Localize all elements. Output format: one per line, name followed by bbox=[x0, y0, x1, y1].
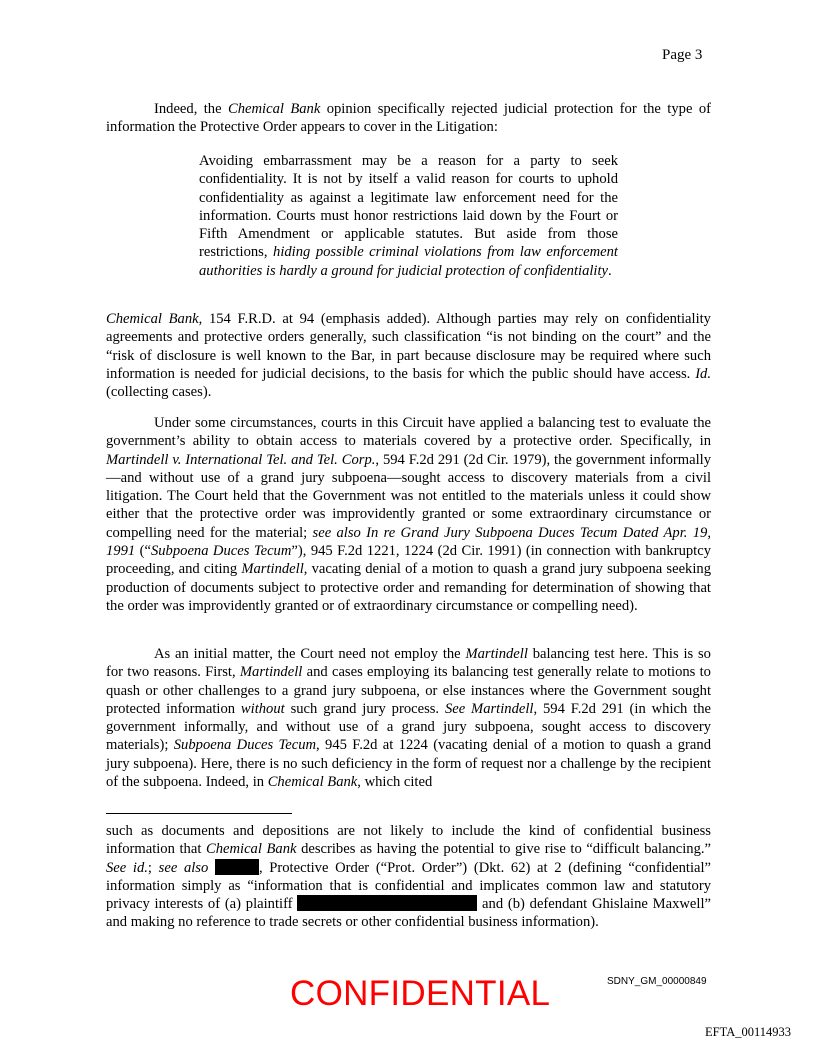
paragraph-1: Indeed, the Chemical Bank opinion specifically rejected judicial protection for the type of information the Protective Order appears to cover in the Litigation: bbox=[106, 101, 711, 136]
block-quote: Avoiding embarrassment may be a reason for a party to seek confidentiality. It is not by itself a valid reason for courts to uphold confidentiality as against a legitimate law enforcement need for the information. Courts must honor restrictions laid down by the Fourt or Fifth Amendment or applicable statutes. But aside from those restrictions, hiding possible criminal violations from law enforcement authorities is hardly a ground for judicial protection of confidentiality. bbox=[199, 153, 618, 279]
redaction-bar bbox=[297, 895, 477, 911]
footnote: such as documents and depositions are not likely to include the kind of confidential business information that Chemical Bank describes as having the potential to give rise to “difficult balancing.” See id.; see also , Protective Order (“Prot. Order”) (Dkt. 62) at 2 (defining “confidential” information simply as “information that is confidential and implicates common law and statutory privacy interests of (a) plaintiff and (b) defendant Ghislaine Maxwell” and making no reference to trade secrets or other confidential business information). bbox=[106, 823, 712, 931]
paragraph-3: Under some circumstances, courts in this Circuit have applied a balancing test to evaluate the government’s ability to obtain access to materials covered by a protective order. Specifically, in Martindell v. International Tel. and Tel. Corp., 594 F.2d 291 (2d Cir. 1979), the government informally—and without use of a grand jury subpoena—sought access to discovery materials from a civil litigation. The Court held that the Government was not entitled to the materials unless it could show either that the protective order was improvidently granted or some extraordinary circumstance or compelling need for the material; see also In re Grand Jury Subpoena Duces Tecum Dated Apr. 19, 1991 (“Subpoena Duces Tecum”), 945 F.2d 1221, 1224 (2d Cir. 1991) (in connection with bankruptcy proceeding, and citing Martindell, vacating denial of a motion to quash a grand jury subpoena seeking production of documents subject to protective order and remanding for determination of showing that the order was improvidently granted or of extraordinary circumstance or compelling need). bbox=[106, 415, 711, 614]
redaction-bar bbox=[215, 859, 259, 875]
footnote-divider bbox=[106, 813, 292, 814]
page-number: Page 3 bbox=[662, 47, 703, 63]
confidential-stamp: CONFIDENTIAL bbox=[290, 974, 551, 1013]
paragraph-4: As an initial matter, the Court need not employ the Martindell balancing test here. This is so for two reasons. First, Martindell and cases employing its balancing test generally relate to motions to quash or other challenges to a grand jury subpoena, or else instances where the Government sought protected information without such grand jury process. See Martindell, 594 F.2d 291 (in which the government informally, and without use of a grand jury subpoena, sought access to discovery materials); Subpoena Duces Tecum, 945 F.2d at 1224 (vacating denial of a motion to quash a grand jury subpoena). Here, there is no such deficiency in the form of request nor a challenge by the recipient of the subpoena. Indeed, in Chemical Bank, which cited bbox=[106, 646, 711, 791]
efta-number: EFTA_00114933 bbox=[705, 1025, 792, 1039]
bates-number: SDNY_GM_00000849 bbox=[607, 976, 707, 987]
paragraph-2: Chemical Bank, 154 F.R.D. at 94 (emphasis added). Although parties may rely on confidentiality agreements and protective orders generally, such classification “is not binding on the court” and the “risk of disclosure is well known to the Bar, in part because disclosure may be required where such information is needed for judicial decisions, to the basis for which the public should have access. Id. (collecting cases). bbox=[106, 311, 711, 401]
